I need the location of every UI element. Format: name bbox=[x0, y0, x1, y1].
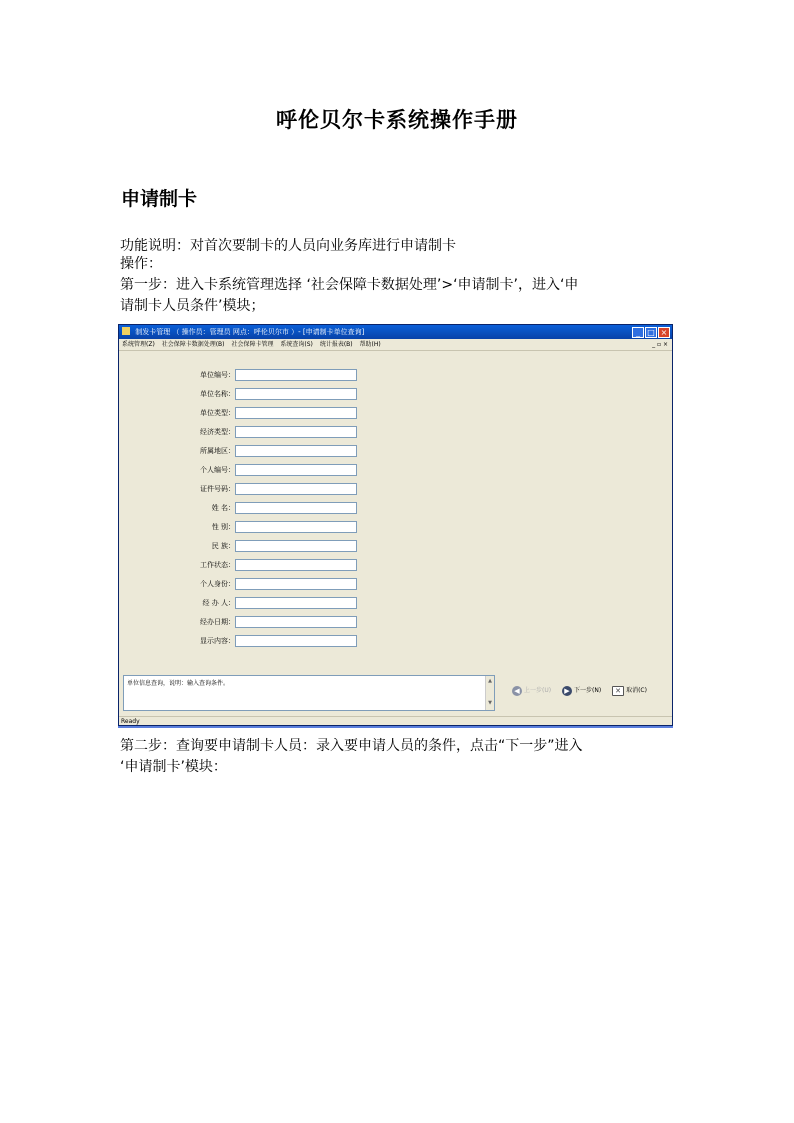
app-icon bbox=[122, 327, 130, 335]
field-label: 证件号码： bbox=[200, 485, 235, 493]
field-label: 单位编号： bbox=[200, 371, 235, 379]
economic-type-input[interactable] bbox=[235, 426, 357, 438]
step1-line1: 第一步：进入卡系统管理选择 ‘社会保障卡数据处理’>‘申请制卡’，进入‘申 bbox=[120, 277, 579, 293]
menu-system-management[interactable]: 系统管理(Z) bbox=[122, 341, 155, 348]
window-titlebar bbox=[119, 325, 672, 339]
gender-input[interactable] bbox=[235, 521, 357, 533]
window-title: 制发卡管理 （ 操作员：管理员 网点：呼伦贝尔市 ）- [申请制卡单位查询] bbox=[135, 328, 365, 336]
wizard-nav bbox=[512, 685, 656, 696]
document-window-controls[interactable]: _ ▫ × bbox=[652, 341, 668, 348]
unit-number-input[interactable] bbox=[235, 369, 357, 381]
field-label: 个人编号： bbox=[200, 466, 235, 474]
personal-identity-input[interactable] bbox=[235, 578, 357, 590]
form-row bbox=[119, 558, 419, 572]
step1-text bbox=[120, 275, 680, 317]
handler-input[interactable] bbox=[235, 597, 357, 609]
document-title: 呼伦贝尔卡系统操作手册 bbox=[276, 107, 518, 132]
menu-help[interactable]: 帮助(H) bbox=[359, 341, 381, 348]
close-button[interactable]: × bbox=[658, 327, 670, 338]
menu-system-query[interactable]: 系统查询(S) bbox=[280, 341, 313, 348]
form-row bbox=[119, 596, 419, 610]
field-label: 经办日期： bbox=[200, 618, 235, 626]
field-label: 民 族： bbox=[211, 542, 235, 550]
field-label: 所属地区： bbox=[200, 447, 235, 455]
step2-text bbox=[120, 736, 680, 778]
form-row bbox=[119, 425, 419, 439]
form-row bbox=[119, 520, 419, 534]
arrow-right-icon: ▶ bbox=[562, 686, 572, 696]
id-number-input[interactable] bbox=[235, 483, 357, 495]
form-row bbox=[119, 463, 419, 477]
step1-line2: 请制卡人员条件’模块； bbox=[120, 298, 265, 314]
menu-statistics-report[interactable]: 统计报表(B) bbox=[319, 341, 353, 348]
function-description: 功能说明：对首次要制卡的人员向业务库进行申请制卡 bbox=[120, 238, 456, 254]
prev-step-button[interactable] bbox=[512, 685, 551, 696]
field-label: 单位名称： bbox=[200, 390, 235, 398]
field-label: 经 办 人： bbox=[202, 599, 235, 607]
prev-step-label: 上一步(U) bbox=[524, 687, 552, 694]
region-input[interactable] bbox=[235, 445, 357, 457]
unit-name-input[interactable] bbox=[235, 388, 357, 400]
form-row bbox=[119, 577, 419, 591]
form-row bbox=[119, 368, 419, 382]
form-row bbox=[119, 501, 419, 515]
minimize-button[interactable]: _ bbox=[632, 327, 644, 338]
form-row bbox=[119, 444, 419, 458]
personal-number-input[interactable] bbox=[235, 464, 357, 476]
form-row bbox=[119, 406, 419, 420]
next-step-button[interactable] bbox=[562, 685, 601, 696]
cancel-label: 取消(C) bbox=[626, 687, 647, 694]
query-form bbox=[119, 351, 672, 671]
field-label: 单位类型： bbox=[200, 409, 235, 417]
menu-card-management[interactable]: 社会保障卡管理 bbox=[231, 341, 274, 348]
menu-bar bbox=[119, 339, 672, 351]
field-label: 性 别： bbox=[211, 523, 235, 531]
operation-label: 操作： bbox=[120, 256, 162, 272]
info-scrollbar[interactable] bbox=[485, 676, 494, 710]
scroll-down-icon[interactable]: ▼ bbox=[488, 700, 492, 706]
step2-line1: 第二步：查询要申请制卡人员：录入要申请人员的条件，点击“下一步”进入 bbox=[120, 738, 583, 754]
maximize-button[interactable]: □ bbox=[645, 327, 657, 338]
ethnicity-input[interactable] bbox=[235, 540, 357, 552]
status-bar: Ready bbox=[119, 716, 672, 725]
info-text: 单位信息查询，说明：输入查询条件。 bbox=[127, 680, 230, 687]
display-content-input[interactable] bbox=[235, 635, 357, 647]
field-label: 姓 名： bbox=[211, 504, 235, 512]
form-row bbox=[119, 634, 419, 648]
window-bottom-edge bbox=[118, 726, 673, 728]
form-row bbox=[119, 615, 419, 629]
field-label: 经济类型： bbox=[200, 428, 235, 436]
arrow-left-icon: ◀ bbox=[512, 686, 522, 696]
field-label: 工作状态： bbox=[200, 561, 235, 569]
cancel-x-icon: ✕ bbox=[612, 686, 624, 696]
name-input[interactable] bbox=[235, 502, 357, 514]
scroll-up-icon[interactable]: ▲ bbox=[488, 678, 492, 684]
unit-type-input[interactable] bbox=[235, 407, 357, 419]
next-step-label: 下一步(N) bbox=[574, 687, 602, 694]
info-textbox[interactable] bbox=[123, 675, 495, 711]
section-heading: 申请制卡 bbox=[121, 188, 198, 210]
field-label: 显示内容： bbox=[200, 637, 235, 645]
form-row bbox=[119, 539, 419, 553]
work-status-input[interactable] bbox=[235, 559, 357, 571]
handling-date-input[interactable] bbox=[235, 616, 357, 628]
form-row bbox=[119, 482, 419, 496]
step2-line2: ‘申请制卡’模块： bbox=[120, 759, 227, 775]
form-row bbox=[119, 387, 419, 401]
cancel-button[interactable] bbox=[612, 685, 647, 696]
app-window-screenshot bbox=[118, 324, 673, 726]
field-label: 个人身份： bbox=[200, 580, 235, 588]
menu-card-data-processing[interactable]: 社会保障卡数据处理(B) bbox=[161, 341, 225, 348]
